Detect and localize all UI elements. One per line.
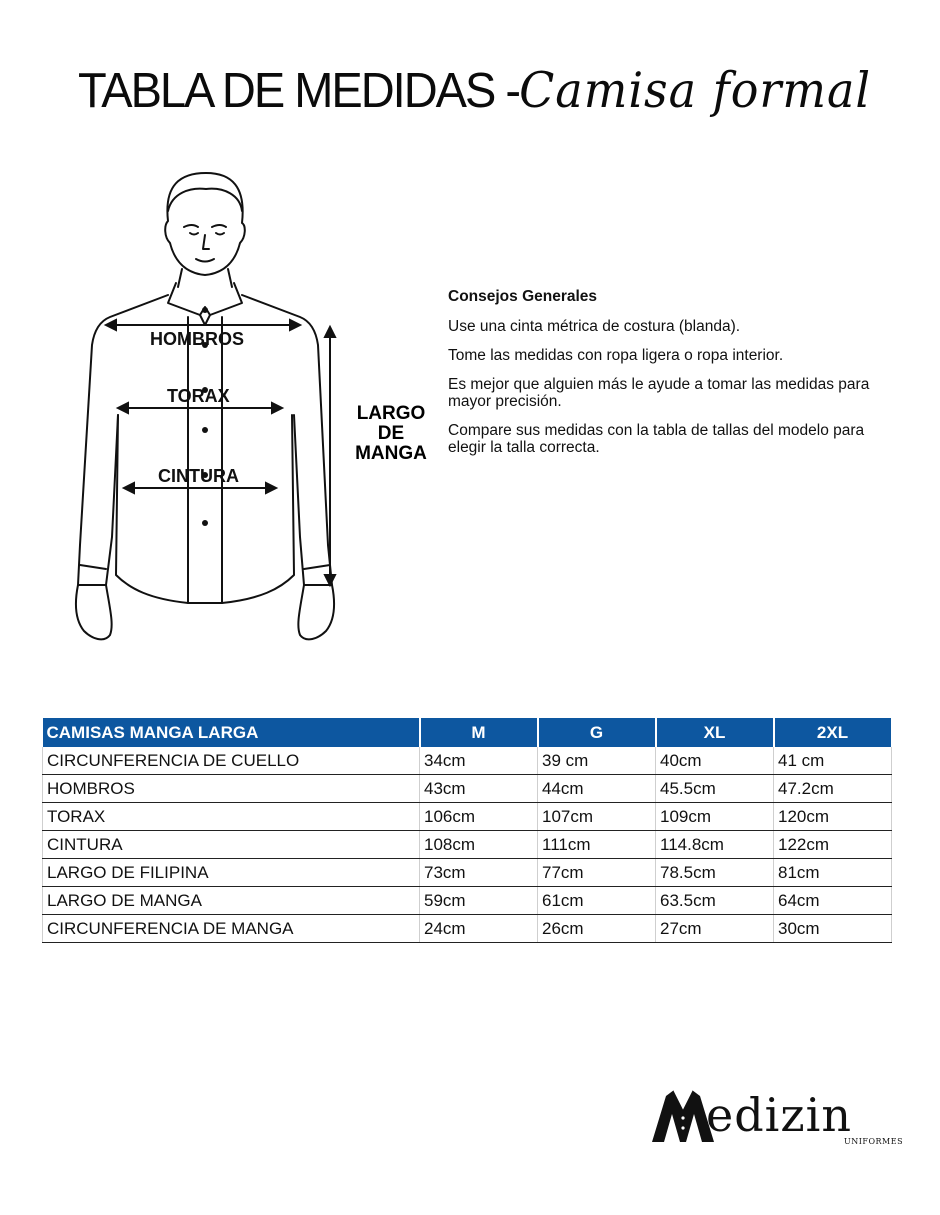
header-cell-2xl: 2XL (774, 718, 892, 747)
brand-sub: UNIFORMES (844, 1137, 904, 1146)
row-label: CIRCUNFERENCIA DE MANGA (43, 915, 420, 943)
size-cell: 64cm (774, 887, 892, 915)
size-cell: 109cm (656, 803, 774, 831)
page-title (78, 56, 878, 123)
table-row (43, 775, 892, 803)
size-cell: 63.5cm (656, 887, 774, 915)
size-cell: 39 cm (538, 747, 656, 775)
table-row (43, 859, 892, 887)
header-cell-m: M (420, 718, 538, 747)
size-cell: 43cm (420, 775, 538, 803)
size-cell: 81cm (774, 859, 892, 887)
table-row (43, 887, 892, 915)
size-cell: 107cm (538, 803, 656, 831)
title-main: TABLA DE MEDIDAS - (78, 61, 520, 118)
size-cell: 24cm (420, 915, 538, 943)
sleeve-length-line-2: DE (377, 423, 405, 444)
size-cell: 61cm (538, 887, 656, 915)
title-script: Camisa formal (519, 61, 872, 119)
row-label: CIRCUNFERENCIA DE CUELLO (43, 747, 420, 775)
size-cell: 111cm (538, 831, 656, 859)
sleeve-length-line-1: LARGO (356, 403, 426, 424)
size-cell: 108cm (420, 831, 538, 859)
tip-item: Compare sus medidas con la tabla de tallas del modelo para elegir la talla correcta. (448, 422, 865, 456)
shoulders-label: HOMBROS (150, 329, 244, 349)
general-tips (448, 288, 888, 468)
row-label: LARGO DE FILIPINA (43, 859, 420, 887)
size-cell: 122cm (774, 831, 892, 859)
sleeve-length-label (348, 404, 434, 464)
size-cell: 78.5cm (656, 859, 774, 887)
table-row (43, 803, 892, 831)
size-table-header (43, 718, 892, 747)
size-cell: 34cm (420, 747, 538, 775)
size-cell: 44cm (538, 775, 656, 803)
chest-label: TORAX (167, 386, 230, 406)
tip-item: Use una cinta métrica de costura (blanda). (448, 318, 741, 335)
size-cell: 59cm (420, 887, 538, 915)
size-table (42, 718, 893, 943)
brand-logo (648, 1082, 908, 1154)
brand-name: edizin (706, 1088, 852, 1142)
table-row (43, 747, 892, 775)
size-cell: 26cm (538, 915, 656, 943)
header-cell-g: G (538, 718, 656, 747)
size-cell: 106cm (420, 803, 538, 831)
size-cell: 77cm (538, 859, 656, 887)
row-label: TORAX (43, 803, 420, 831)
size-cell: 73cm (420, 859, 538, 887)
header-cell-xl: XL (656, 718, 774, 747)
table-row (43, 915, 892, 943)
table-row (43, 831, 892, 859)
waist-label: CINTURA (158, 466, 239, 486)
size-cell: 41 cm (774, 747, 892, 775)
size-cell: 120cm (774, 803, 892, 831)
sleeve-length-line-3: MANGA (355, 443, 427, 464)
size-cell: 27cm (656, 915, 774, 943)
row-label: CINTURA (43, 831, 420, 859)
size-cell: 114.8cm (656, 831, 774, 859)
header-cell-category: CAMISAS MANGA LARGA (43, 718, 420, 747)
size-cell: 30cm (774, 915, 892, 943)
tips-heading: Consejos Generales (448, 288, 598, 305)
row-label: LARGO DE MANGA (43, 887, 420, 915)
size-cell: 45.5cm (656, 775, 774, 803)
tip-item: Tome las medidas con ropa ligera o ropa interior. (448, 347, 784, 364)
size-cell: 40cm (656, 747, 774, 775)
tip-item: Es mejor que alguien más le ayude a tomar las medidas para mayor precisión. (448, 376, 870, 410)
size-cell: 47.2cm (774, 775, 892, 803)
row-label: HOMBROS (43, 775, 420, 803)
